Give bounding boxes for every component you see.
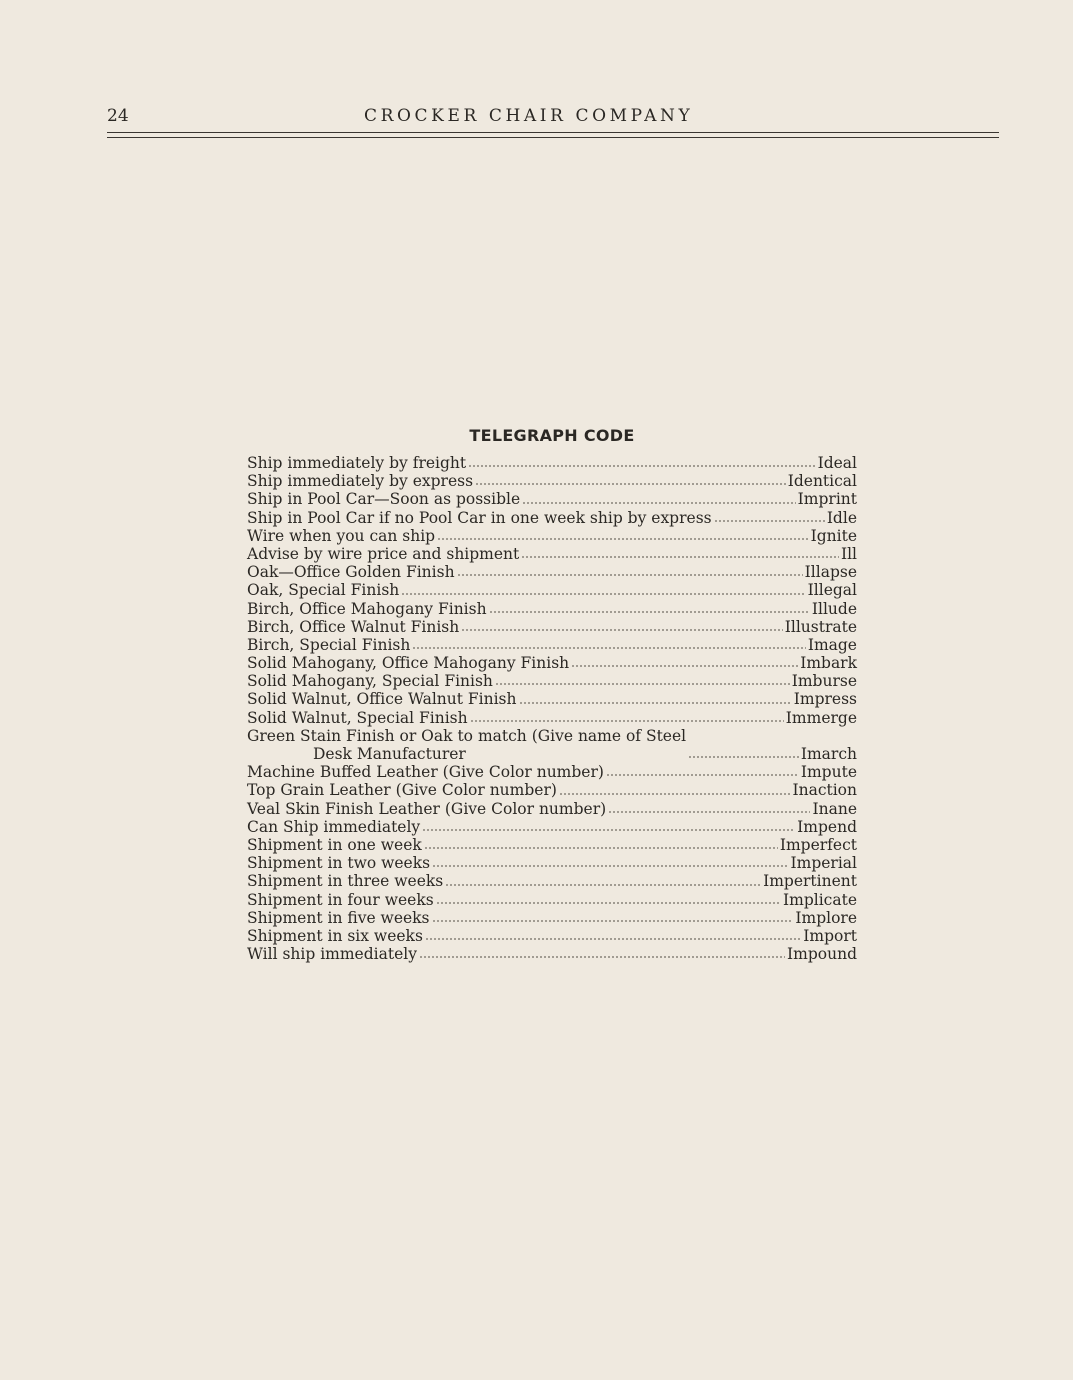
code-row [247,763,857,781]
code-row [247,927,857,945]
code-row [247,527,857,545]
code-description [247,727,686,763]
code-word: Impertinent [763,872,857,891]
code-description: Solid Walnut, Special Finish [247,708,468,727]
header-rule-top [107,132,999,133]
code-word: Impress [793,690,857,709]
code-description: Solid Walnut, Office Walnut Finish [247,690,517,709]
code-row [247,872,857,890]
code-description: Birch, Office Walnut Finish [247,617,460,636]
code-row [247,891,857,909]
code-word: Idle [826,508,857,527]
code-description: Shipment in six weeks [247,926,423,945]
code-row [247,836,857,854]
dot-leader [495,682,790,686]
code-word: Ill [840,544,857,563]
page-number: 24 [107,106,129,126]
code-row [247,600,857,618]
code-row [247,781,857,799]
code-description: Oak, Special Finish [247,581,400,600]
code-row [247,672,857,690]
dot-leader [432,919,794,923]
dot-leader [419,955,785,959]
dot-leader [608,810,810,814]
dot-leader [688,755,799,759]
code-row [247,545,857,563]
code-word: Impend [797,817,857,836]
code-word: Imprint [797,490,857,509]
code-row [247,509,857,527]
code-description: Ship in Pool Car if no Pool Car in one week ship by express [247,508,712,527]
dot-leader [559,792,791,796]
code-description-line-2: Desk Manufacturer [313,745,466,763]
code-row [247,618,857,636]
code-description: Shipment in three weeks [247,872,444,891]
dot-leader [457,573,803,577]
dot-leader [432,864,788,868]
dot-leader [714,519,825,523]
code-description: Solid Mahogany, Office Mahogany Finish [247,654,570,673]
code-row [247,472,857,490]
code-word: Illegal [807,581,857,600]
code-word: Imbark [800,654,857,673]
dot-leader [461,628,783,632]
telegraph-code-list [247,454,857,963]
dot-leader [475,482,786,486]
code-word: Implicate [783,890,857,909]
code-word: Imperial [790,854,857,873]
code-description: Will ship immediately [247,945,417,964]
dot-leader [424,846,778,850]
code-row [247,909,857,927]
code-word: Immerge [785,708,857,727]
dot-leader [425,937,801,941]
code-description: Advise by wire price and shipment [247,544,520,563]
code-description: Shipment in four weeks [247,890,434,909]
code-row [247,945,857,963]
code-row [247,563,857,581]
dot-leader [437,537,809,541]
code-word: Implore [795,908,857,927]
code-row [247,818,857,836]
section-title: TELEGRAPH CODE [469,426,635,445]
dot-leader [412,646,805,650]
code-description: Solid Mahogany, Special Finish [247,672,493,691]
dot-leader [436,901,781,905]
code-word: Inaction [792,781,857,800]
code-word: Image [807,635,857,654]
dot-leader [606,773,799,777]
dot-leader [521,555,839,559]
code-word: Imarch [800,745,857,763]
code-description: Top Grain Leather (Give Color number) [247,781,557,800]
code-description-line-1: Green Stain Finish or Oak to match (Give name of Steel [247,726,687,745]
code-row [247,454,857,472]
code-word: Impound [787,945,857,964]
code-row [247,690,857,708]
code-description: Machine Buffed Leather (Give Color number) [247,763,604,782]
code-word: Impute [800,763,857,782]
code-description: Ship in Pool Car—Soon as possible [247,490,521,509]
page-header [107,106,999,130]
code-description: Oak—Office Golden Finish [247,563,455,582]
dot-leader [470,719,784,723]
company-name: CROCKER CHAIR COMPANY [364,106,694,126]
code-row [247,709,857,727]
code-word: Illustrate [784,617,857,636]
dot-leader [489,610,810,614]
code-row [247,854,857,872]
code-word: Imburse [791,672,857,691]
code-row [247,800,857,818]
dot-leader [422,828,795,832]
dot-leader [571,664,798,668]
code-description: Birch, Special Finish [247,635,411,654]
code-description: Ship immediately by freight [247,454,467,472]
code-word: Illapse [804,563,857,582]
code-word: Import [803,926,857,945]
code-row [247,654,857,672]
dot-leader [445,883,761,887]
code-description: Birch, Office Mahogany Finish [247,599,487,618]
code-word: Ideal [817,454,857,472]
dot-leader [519,701,792,705]
code-row [247,727,857,763]
code-description: Shipment in five weeks [247,908,430,927]
code-word: Illude [811,599,857,618]
code-word: Ignite [810,526,857,545]
dot-leader [468,464,815,468]
code-description: Can Ship immediately [247,817,421,836]
dot-leader [401,592,805,596]
code-word: Inane [812,799,857,818]
code-description: Shipment in two weeks [247,854,431,873]
code-description: Veal Skin Finish Leather (Give Color number) [247,799,607,818]
header-rule-bottom [107,137,999,138]
code-row [247,490,857,508]
code-description: Wire when you can ship [247,526,436,545]
dot-leader [522,501,796,505]
code-description: Ship immediately by express [247,472,474,491]
code-word: Identical [787,472,857,491]
code-row [247,581,857,599]
code-description: Shipment in one week [247,835,422,854]
code-row [247,636,857,654]
code-word: Imperfect [779,835,857,854]
